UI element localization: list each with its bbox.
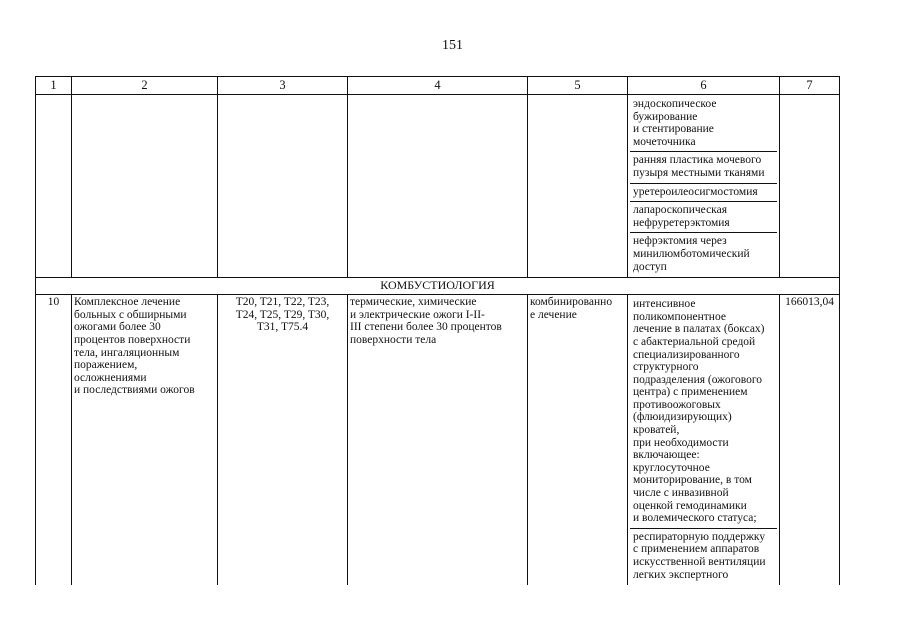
- icd-codes: T20, T21, T22, T23, T24, T25, T29, T30, T31, T75.4: [218, 295, 348, 586]
- treatment-method: уретероилеосигмостомия: [630, 184, 777, 203]
- treatment-method: эндоскопическое бужирование и стентирование мочеточника: [630, 96, 777, 152]
- treatment-method: лапароскопическая нефруретерэктомия: [630, 202, 777, 233]
- treatment-method: ранняя пластика мочевого пузыря местными тканями: [630, 152, 777, 183]
- treatment-method: нефрэктомия через минилюмботомический доступ: [633, 235, 750, 273]
- row-number: 10: [36, 295, 72, 586]
- column-header: 3: [218, 77, 348, 95]
- empty-cell: [218, 95, 348, 278]
- continuation-row: [36, 95, 840, 278]
- empty-cell: [528, 95, 628, 278]
- medical-care-table: [35, 76, 840, 585]
- column-header: 7: [780, 77, 840, 95]
- column-number-row: [36, 77, 840, 95]
- column-header: 4: [348, 77, 528, 95]
- column-header: 6: [628, 77, 780, 95]
- section-title: КОМБУСТИОЛОГИЯ: [36, 278, 840, 295]
- treatment-method: интенсивное поликомпонентное лечение в палатах (боксах) с абактериальной средой специализированного структурного подразделения (ожогового центра) с применением противоожоговых (флюидизирующих) кроватей, при необходимости включающее: круглосуточное мониторирование, в том числе с инвазивной оценкой гемодинамики и волемического статуса;: [630, 296, 777, 529]
- patient-model: термические, химические и электрические ожоги I-II- III степени более 30 процентов поверхности тела: [348, 295, 528, 586]
- column-header: 5: [528, 77, 628, 95]
- cost-value: 166013,04: [780, 295, 840, 586]
- table-row: [36, 295, 840, 586]
- empty-cell: [36, 95, 72, 278]
- treatment-methods-cell: [628, 95, 780, 278]
- empty-cell: [348, 95, 528, 278]
- section-row: [36, 278, 840, 295]
- empty-cell: [780, 95, 840, 278]
- treatment-method: респираторную поддержку с применением аппаратов искусственной вентиляции легких экспертного: [633, 530, 766, 581]
- column-header: 2: [72, 77, 218, 95]
- treatment-type: комбинированно е лечение: [528, 295, 628, 586]
- care-type-name: Комплексное лечение больных с обширными ожогами более 30 процентов поверхности тела, ингаляционным поражением, осложнениями и последствиями ожогов: [72, 295, 218, 586]
- empty-cell: [72, 95, 218, 278]
- page-number: 151: [442, 38, 463, 53]
- column-header: 1: [36, 77, 72, 95]
- treatment-methods-cell: [628, 295, 780, 586]
